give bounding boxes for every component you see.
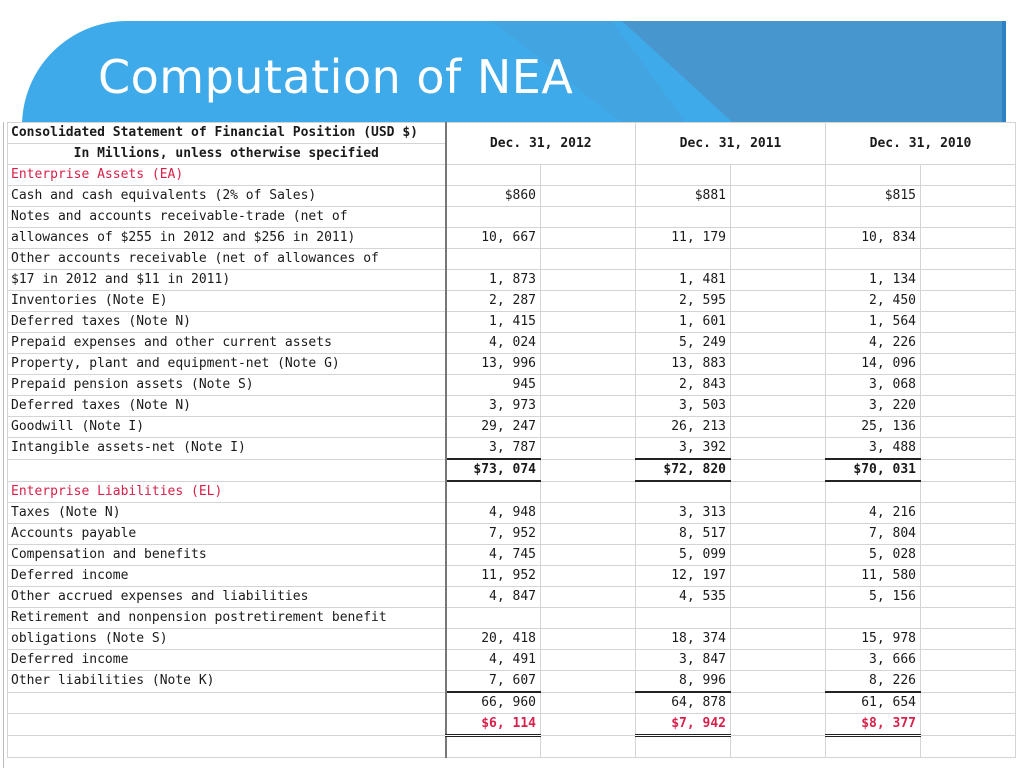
asset-line-spacer <box>731 291 826 312</box>
empty-cell <box>446 736 541 758</box>
asset-line-value-1: $860 <box>446 186 541 207</box>
assets-total-spacer <box>541 459 636 481</box>
asset-line-spacer <box>921 291 1016 312</box>
liability-line-value-1: 7, 607 <box>446 671 541 693</box>
nea-value-value-2: $7, 942 <box>636 714 731 736</box>
liability-line-spacer <box>731 503 826 524</box>
asset-line-label: $17 in 2012 and $11 in 2011) <box>8 270 446 291</box>
column-header-2012: Dec. 31, 2012 <box>446 123 636 165</box>
liability-line-value-1: 4, 847 <box>446 587 541 608</box>
statement-title: Consolidated Statement of Financial Position (USD $) <box>8 123 446 144</box>
empty-cell <box>636 165 731 186</box>
empty-cell <box>731 736 826 758</box>
asset-line-value-1: 3, 787 <box>446 438 541 460</box>
asset-line-value-1: 29, 247 <box>446 417 541 438</box>
enterprise-liabilities-heading: Enterprise Liabilities (EL) <box>8 481 446 503</box>
empty-cell <box>636 736 731 758</box>
liability-line-value-2: 18, 374 <box>636 629 731 650</box>
liability-line-spacer <box>541 503 636 524</box>
liability-line-value-3: 4, 216 <box>826 503 921 524</box>
asset-line-label: Cash and cash equivalents (2% of Sales) <box>8 186 446 207</box>
liability-line-value-3: 11, 580 <box>826 566 921 587</box>
asset-line-spacer <box>921 396 1016 417</box>
asset-line-value-2: 2, 595 <box>636 291 731 312</box>
asset-line-spacer <box>921 375 1016 396</box>
asset-line-spacer <box>541 417 636 438</box>
asset-line-row <box>8 312 1016 333</box>
liability-line-spacer <box>921 503 1016 524</box>
asset-line-value-1: 1, 873 <box>446 270 541 291</box>
liabilities-total-value-3: 61, 654 <box>826 692 921 714</box>
asset-line-value-1: 10, 667 <box>446 228 541 249</box>
asset-line-value-1: 945 <box>446 375 541 396</box>
empty-cell <box>541 481 636 503</box>
liability-line-spacer <box>731 524 826 545</box>
asset-line-row <box>8 270 1016 291</box>
asset-line-spacer <box>731 270 826 291</box>
liability-line-spacer <box>541 545 636 566</box>
liability-line-spacer <box>731 629 826 650</box>
liability-line-spacer <box>541 671 636 693</box>
column-header-2010: Dec. 31, 2010 <box>826 123 1016 165</box>
liability-line-label: Taxes (Note N) <box>8 503 446 524</box>
liability-line-value-1: 4, 745 <box>446 545 541 566</box>
empty-cell <box>636 207 731 228</box>
asset-line-spacer <box>541 291 636 312</box>
empty-cell <box>921 608 1016 629</box>
empty-cell <box>541 165 636 186</box>
empty-cell <box>826 207 921 228</box>
asset-line-value-2: 13, 883 <box>636 354 731 375</box>
asset-line-spacer <box>731 312 826 333</box>
asset-line-value-3: 4, 226 <box>826 333 921 354</box>
asset-line-value-2: 11, 179 <box>636 228 731 249</box>
assets-total-row <box>8 459 1016 481</box>
nea-value-label-empty <box>8 714 446 736</box>
asset-line-label: Inventories (Note E) <box>8 291 446 312</box>
asset-line-value-3: 3, 488 <box>826 438 921 460</box>
asset-line-value-1: 1, 415 <box>446 312 541 333</box>
empty-cell <box>826 249 921 270</box>
liability-line-value-2: 3, 847 <box>636 650 731 671</box>
assets-total-value-1: $73, 074 <box>446 459 541 481</box>
liability-line-label: Retirement and nonpension postretirement benefit <box>8 608 446 629</box>
liability-line-spacer <box>921 650 1016 671</box>
asset-line-spacer <box>921 354 1016 375</box>
liability-line-label: Other liabilities (Note K) <box>8 671 446 693</box>
asset-line-value-2: 1, 481 <box>636 270 731 291</box>
empty-cell <box>636 249 731 270</box>
header-row <box>8 123 1016 144</box>
asset-line-label: Property, plant and equipment-net (Note G) <box>8 354 446 375</box>
asset-line-spacer <box>731 354 826 375</box>
assets-total-value-3: $70, 031 <box>826 459 921 481</box>
asset-line-value-3: 3, 220 <box>826 396 921 417</box>
liability-line-row <box>8 587 1016 608</box>
column-header-2011: Dec. 31, 2011 <box>636 123 826 165</box>
blank-row <box>8 736 1016 758</box>
asset-line-spacer <box>921 417 1016 438</box>
liability-line-spacer <box>541 587 636 608</box>
liability-line-value-1: 11, 952 <box>446 566 541 587</box>
asset-line-spacer <box>541 375 636 396</box>
liability-line-row <box>8 545 1016 566</box>
liability-line-spacer <box>921 587 1016 608</box>
liabilities-total-spacer <box>731 692 826 714</box>
asset-line-label: Goodwill (Note I) <box>8 417 446 438</box>
asset-line-spacer <box>541 354 636 375</box>
asset-line-label: Deferred taxes (Note N) <box>8 396 446 417</box>
liability-line-row <box>8 524 1016 545</box>
liability-line-value-3: 15, 978 <box>826 629 921 650</box>
asset-line-value-2: $881 <box>636 186 731 207</box>
asset-line-value-3: 10, 834 <box>826 228 921 249</box>
empty-cell <box>731 481 826 503</box>
nea-value-row <box>8 714 1016 736</box>
asset-line-spacer <box>921 228 1016 249</box>
liability-line-value-1: 4, 948 <box>446 503 541 524</box>
liability-line-spacer <box>731 545 826 566</box>
enterprise-assets-heading: Enterprise Assets (EA) <box>8 165 446 186</box>
row-header-divider <box>3 122 4 768</box>
liability-line-value-2: 3, 313 <box>636 503 731 524</box>
empty-cell <box>636 608 731 629</box>
liabilities-total-spacer <box>541 692 636 714</box>
liability-line-row <box>8 503 1016 524</box>
asset-line-value-2: 1, 601 <box>636 312 731 333</box>
liability-line-value-3: 8, 226 <box>826 671 921 693</box>
asset-line-spacer <box>731 333 826 354</box>
asset-line-spacer <box>731 228 826 249</box>
empty-cell <box>446 608 541 629</box>
asset-line-spacer <box>731 438 826 460</box>
asset-line-spacer <box>921 186 1016 207</box>
liabilities-total-label-empty <box>8 692 446 714</box>
asset-line-value-3: 3, 068 <box>826 375 921 396</box>
asset-line-label: Deferred taxes (Note N) <box>8 312 446 333</box>
empty-cell <box>541 736 636 758</box>
asset-line-row <box>8 438 1016 460</box>
asset-line-value-1: 3, 973 <box>446 396 541 417</box>
liability-line-label: Deferred income <box>8 650 446 671</box>
assets-total-spacer <box>731 459 826 481</box>
asset-line-value-2: 3, 392 <box>636 438 731 460</box>
liabilities-total-spacer <box>921 692 1016 714</box>
liability-line-spacer <box>921 629 1016 650</box>
liability-line-label: Deferred income <box>8 566 446 587</box>
asset-line-spacer <box>921 333 1016 354</box>
empty-cell <box>921 736 1016 758</box>
empty-cell <box>921 481 1016 503</box>
asset-line-row <box>8 354 1016 375</box>
empty-cell <box>921 207 1016 228</box>
slide-title: Computation of NEA <box>98 50 574 104</box>
liability-line-label: Other accrued expenses and liabilities <box>8 587 446 608</box>
asset-line-label: Prepaid expenses and other current assets <box>8 333 446 354</box>
liability-line-row <box>8 671 1016 693</box>
empty-cell <box>8 736 446 758</box>
liability-line-spacer <box>921 524 1016 545</box>
liability-line-value-2: 8, 517 <box>636 524 731 545</box>
liability-line-value-2: 12, 197 <box>636 566 731 587</box>
liabilities-total-row <box>8 692 1016 714</box>
liability-line-label: Compensation and benefits <box>8 545 446 566</box>
liability-line-spacer <box>921 671 1016 693</box>
asset-line-value-2: 2, 843 <box>636 375 731 396</box>
asset-line-spacer <box>541 333 636 354</box>
empty-cell <box>731 249 826 270</box>
asset-line-spacer <box>541 312 636 333</box>
liability-line-row <box>8 629 1016 650</box>
asset-line-value-3: 14, 096 <box>826 354 921 375</box>
asset-line-value-1: 4, 024 <box>446 333 541 354</box>
asset-line-row <box>8 249 1016 270</box>
asset-line-row <box>8 186 1016 207</box>
nea-value-spacer <box>541 714 636 736</box>
asset-line-label: Other accounts receivable (net of allowances of <box>8 249 446 270</box>
empty-cell <box>731 608 826 629</box>
liability-line-spacer <box>541 629 636 650</box>
nea-value-value-1: $6, 114 <box>446 714 541 736</box>
empty-cell <box>826 608 921 629</box>
empty-cell <box>636 481 731 503</box>
liability-line-value-3: 7, 804 <box>826 524 921 545</box>
asset-line-label: allowances of $255 in 2012 and $256 in 2011) <box>8 228 446 249</box>
statement-units: In Millions, unless otherwise specified <box>8 144 446 165</box>
liability-line-value-3: 5, 028 <box>826 545 921 566</box>
asset-line-spacer <box>731 417 826 438</box>
asset-line-spacer <box>541 228 636 249</box>
asset-line-value-2: 26, 213 <box>636 417 731 438</box>
liability-line-spacer <box>921 566 1016 587</box>
nea-value-spacer <box>731 714 826 736</box>
empty-cell <box>541 608 636 629</box>
liability-line-value-1: 7, 952 <box>446 524 541 545</box>
liabilities-total-value-1: 66, 960 <box>446 692 541 714</box>
empty-cell <box>826 481 921 503</box>
liability-line-spacer <box>731 650 826 671</box>
empty-cell <box>541 207 636 228</box>
asset-line-label: Intangible assets-net (Note I) <box>8 438 446 460</box>
asset-line-spacer <box>921 438 1016 460</box>
liability-line-value-2: 8, 996 <box>636 671 731 693</box>
liability-line-value-2: 4, 535 <box>636 587 731 608</box>
asset-line-value-3: 25, 136 <box>826 417 921 438</box>
asset-line-value-3: 1, 134 <box>826 270 921 291</box>
asset-line-value-2: 5, 249 <box>636 333 731 354</box>
nea-value-value-3: $8, 377 <box>826 714 921 736</box>
asset-line-spacer <box>731 186 826 207</box>
asset-line-spacer <box>541 438 636 460</box>
empty-cell <box>731 207 826 228</box>
empty-cell <box>921 249 1016 270</box>
liability-line-spacer <box>731 566 826 587</box>
liability-line-value-3: 3, 666 <box>826 650 921 671</box>
empty-cell <box>826 736 921 758</box>
asset-line-spacer <box>541 270 636 291</box>
assets-total-value-2: $72, 820 <box>636 459 731 481</box>
nea-value-spacer <box>921 714 1016 736</box>
enterprise-assets-heading-row <box>8 165 1016 186</box>
liability-line-spacer <box>541 566 636 587</box>
asset-line-spacer <box>731 396 826 417</box>
asset-line-row <box>8 207 1016 228</box>
asset-line-value-1: 13, 996 <box>446 354 541 375</box>
empty-cell <box>446 249 541 270</box>
financial-position-table <box>7 122 1016 758</box>
asset-line-spacer <box>921 312 1016 333</box>
liability-line-value-1: 20, 418 <box>446 629 541 650</box>
spreadsheet-area <box>0 122 1024 768</box>
asset-line-spacer <box>921 270 1016 291</box>
asset-line-spacer <box>541 396 636 417</box>
enterprise-liabilities-heading-row <box>8 481 1016 503</box>
asset-line-label: Prepaid pension assets (Note S) <box>8 375 446 396</box>
liability-line-spacer <box>921 545 1016 566</box>
asset-line-spacer <box>541 186 636 207</box>
empty-cell <box>731 165 826 186</box>
liabilities-total-value-2: 64, 878 <box>636 692 731 714</box>
liability-line-value-1: 4, 491 <box>446 650 541 671</box>
asset-line-spacer <box>731 375 826 396</box>
asset-line-row <box>8 333 1016 354</box>
liability-line-row <box>8 608 1016 629</box>
liability-line-row <box>8 650 1016 671</box>
liability-line-spacer <box>541 650 636 671</box>
liability-line-value-2: 5, 099 <box>636 545 731 566</box>
empty-cell <box>826 165 921 186</box>
liability-line-label: Accounts payable <box>8 524 446 545</box>
asset-line-row <box>8 291 1016 312</box>
asset-line-value-3: $815 <box>826 186 921 207</box>
liability-line-spacer <box>731 587 826 608</box>
banner-edge <box>1002 21 1006 131</box>
asset-line-value-3: 2, 450 <box>826 291 921 312</box>
asset-line-value-2: 3, 503 <box>636 396 731 417</box>
empty-cell <box>446 207 541 228</box>
liability-line-label: obligations (Note S) <box>8 629 446 650</box>
liability-line-row <box>8 566 1016 587</box>
asset-line-value-1: 2, 287 <box>446 291 541 312</box>
asset-line-row <box>8 228 1016 249</box>
liability-line-spacer <box>731 671 826 693</box>
assets-total-spacer <box>921 459 1016 481</box>
asset-line-row <box>8 375 1016 396</box>
empty-cell <box>446 481 541 503</box>
asset-line-label: Notes and accounts receivable-trade (net of <box>8 207 446 228</box>
empty-cell <box>541 249 636 270</box>
liability-line-value-3: 5, 156 <box>826 587 921 608</box>
empty-cell <box>921 165 1016 186</box>
asset-line-row <box>8 417 1016 438</box>
asset-line-value-3: 1, 564 <box>826 312 921 333</box>
asset-line-row <box>8 396 1016 417</box>
empty-cell <box>446 165 541 186</box>
assets-total-label-empty <box>8 459 446 481</box>
liability-line-spacer <box>541 524 636 545</box>
